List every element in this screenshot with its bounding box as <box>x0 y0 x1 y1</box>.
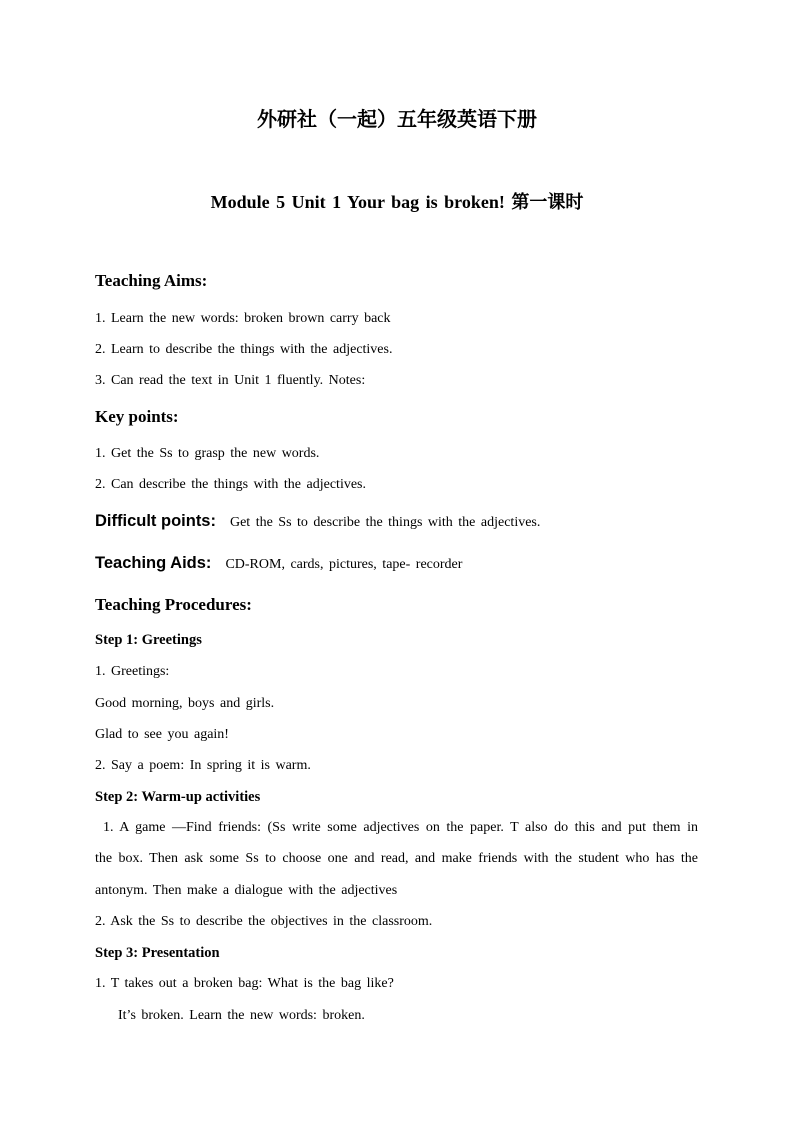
step-1-line-2: Good morning, boys and girls. <box>95 696 275 711</box>
aim-item-3: 3. Can read the text in Unit 1 fluently. Notes: <box>95 373 366 388</box>
difficult-points-text: Get the Ss to describe the things with the adjectives. <box>229 515 541 530</box>
difficult-points-row <box>95 512 540 531</box>
difficult-points-heading: Difficult points: <box>95 512 216 530</box>
key-point-item-1: 1. Get the Ss to grasp the new words. <box>95 446 320 461</box>
step-1-line-4: 2. Say a poem: In spring it is warm. <box>95 758 311 773</box>
document-title: 外研社（一起）五年级英语下册 <box>257 109 537 131</box>
lesson-subtitle: Module 5 Unit 1 Your bag is broken! 第一课时 <box>210 192 584 212</box>
key-points-heading: Key points: <box>95 407 179 426</box>
aim-item-2: 2. Learn to describe the things with the adjectives. <box>95 342 393 357</box>
teaching-aids-heading: Teaching Aids: <box>95 554 212 572</box>
step-3-line-2: It’s broken. Learn the new words: broken. <box>118 1008 365 1023</box>
step-2-line-2: 2. Ask the Ss to describe the objectives in the classroom. <box>95 914 433 929</box>
step-2-heading: Step 2: Warm-up activities <box>95 789 261 805</box>
step-3-heading: Step 3: Presentation <box>95 945 220 961</box>
step-2-paragraph-1 <box>95 812 698 906</box>
step-1-line-3: Glad to see you again! <box>95 727 229 742</box>
step-1-heading: Step 1: Greetings <box>95 632 202 648</box>
teaching-aims-heading: Teaching Aims: <box>95 271 208 290</box>
step-1-line-1: 1. Greetings: <box>95 664 170 679</box>
step-2-paragraph-1-text: 1. A game —Find friends: (Ss write some adjectives on the paper. T also do this and put them in the box. Then ask some Ss to choose one and read, and make friends with the student who has the antonym. Then make a dialogue with the adjectives <box>95 820 698 898</box>
key-point-item-2: 2. Can describe the things with the adjectives. <box>95 477 366 492</box>
teaching-aids-text: CD-ROM, cards, pictures, tape- recorder <box>225 557 463 572</box>
aim-item-1: 1. Learn the new words: broken brown carry back <box>95 311 391 326</box>
step-3-line-1: 1. T takes out a broken bag: What is the bag like? <box>95 976 394 991</box>
teaching-aids-row <box>95 554 462 573</box>
teaching-procedures-heading: Teaching Procedures: <box>95 595 252 614</box>
